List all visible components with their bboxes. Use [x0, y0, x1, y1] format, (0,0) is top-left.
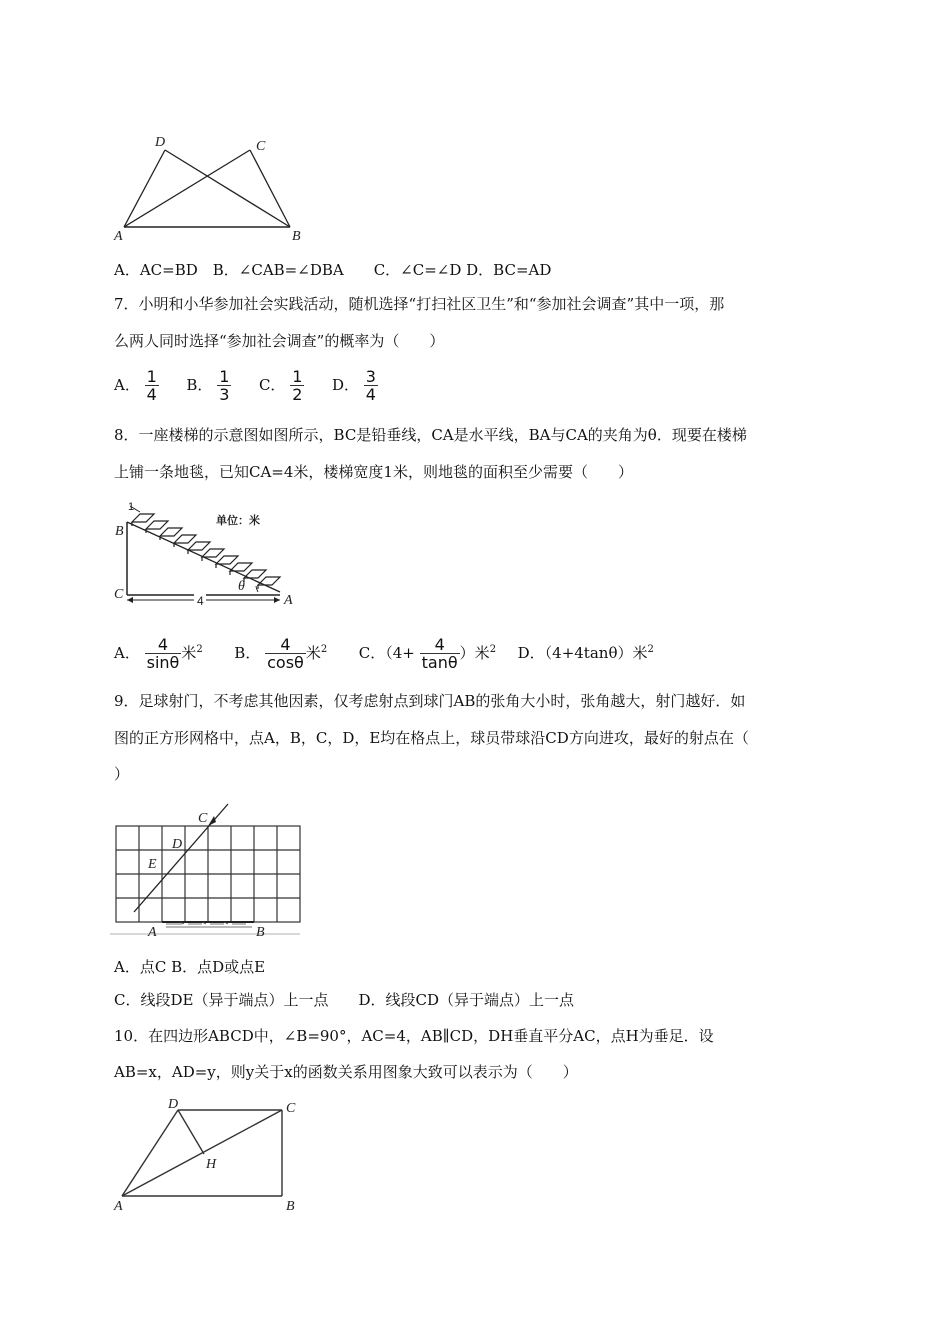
q8-option-c-label: C．（4+ — [358, 644, 415, 662]
q6-figure — [110, 130, 310, 245]
q8-option-b-label: B． — [234, 644, 261, 662]
q10-label-d: D — [168, 1097, 179, 1112]
q10-label-b: B — [286, 1199, 295, 1214]
q7-option-a-label: A． — [114, 376, 140, 394]
q8-option-a-label: A． — [114, 644, 140, 662]
q10-stem-line1: 10．在四边形ABCD中，∠B=90°，AC=4，AB∥CD，DH垂直平分AC，点H为垂足．设 — [114, 1027, 714, 1045]
q8-option-a-exp: 2 — [196, 644, 203, 655]
q9-label-e: E — [148, 857, 157, 872]
q9-stem-line3: ） — [114, 765, 130, 783]
q8-label-c: C — [114, 587, 124, 602]
q9-option-line1: A．点C B．点D或点E — [114, 958, 266, 976]
q9-label-a: A — [148, 925, 157, 940]
q8-stair-figure — [110, 500, 305, 612]
q8-option-c-unit: ）米 — [459, 644, 490, 662]
q7-option-a-fraction: $\frac{1}{4}$ — [146, 366, 157, 404]
q8-option-d: D．（4+4tanθ）米 — [517, 644, 648, 662]
q8-stem-line2: 上铺一条地毯，已知CA=4米，楼梯宽度1米，则地毯的面积至少需要（ ） — [114, 463, 633, 481]
q8-option-b-exp: 2 — [320, 644, 328, 655]
q10-label-c: C — [286, 1101, 296, 1116]
q8-option-c-exp: 2 — [489, 644, 497, 655]
q8-unit-label: 单位：米 — [216, 514, 260, 527]
q8-angle-label: θ — [238, 579, 245, 594]
q6-label-d: D — [155, 135, 166, 150]
q8-width-label: 1 — [128, 501, 135, 513]
q8-option-d-exp: 2 — [647, 644, 654, 655]
q8-option-a-fraction: $\frac{4}{\sin\theta}$ — [146, 634, 180, 672]
q8-option-a-unit: 米 — [181, 644, 197, 662]
q7-option-c-fraction: $\frac{1}{2}$ — [292, 366, 303, 404]
q6-label-a: A — [114, 229, 123, 244]
q7-stem-line2: 么两人同时选择“参加社会调查”的概率为（ ） — [114, 332, 445, 350]
q8-options — [114, 632, 654, 673]
q7-option-c-label: C． — [258, 376, 286, 394]
q10-label-h: H — [206, 1157, 217, 1172]
q8-length-label: 4 — [197, 594, 204, 608]
q7-options — [114, 364, 378, 405]
q8-option-b-unit: 米 — [305, 644, 321, 662]
q6-options: A．AC=BD B．∠CAB=∠DBA C．∠C=∠D D．BC=AD — [114, 261, 552, 279]
q7-stem-line1: 7．小明和小华参加社会实践活动，随机选择“打扫社区卫生”和“参加社会调查”其中一项，那 — [114, 295, 725, 313]
q10-figure — [110, 1096, 310, 1216]
q6-label-b: B — [292, 229, 301, 244]
q7-option-d-label: D． — [331, 376, 359, 394]
q9-label-d: D — [172, 837, 183, 852]
q7-option-d-fraction: $\frac{3}{4}$ — [365, 366, 376, 404]
q7-option-b-label: B． — [186, 376, 213, 394]
q8-option-c-fraction: $\frac{4}{\tan\theta}$ — [421, 634, 458, 672]
q7-option-b-fraction: $\frac{1}{3}$ — [219, 366, 230, 404]
q10-stem-line2: AB=x，AD=y，则y关于x的函数关系用图象大致可以表示为（ ） — [114, 1063, 578, 1081]
q9-grid-figure — [110, 800, 310, 942]
q9-stem-line2: 图的正方形网格中，点A，B，C，D，E均在格点上，球员带球沿CD方向进攻，最好的射点在（ — [114, 729, 749, 747]
q8-label-b: B — [115, 524, 124, 539]
q8-label-a: A — [284, 593, 293, 608]
q9-stem-line1: 9．足球射门，不考虑其他因素，仅考虑射点到球门AB的张角大小时，张角越大，射门越好．如 — [114, 692, 746, 710]
q9-label-b: B — [256, 925, 265, 940]
q10-label-a: A — [114, 1199, 123, 1214]
q6-label-c: C — [256, 139, 266, 154]
q9-label-c: C — [198, 811, 208, 826]
q8-stem-line1: 8．一座楼梯的示意图如图所示，BC是铅垂线，CA是水平线，BA与CA的夹角为θ．现要在楼梯 — [114, 426, 747, 444]
q9-option-line2: C．线段DE（异于端点）上一点 D．线段CD（异于端点）上一点 — [114, 991, 574, 1009]
q8-option-b-fraction: $\frac{4}{\cos\theta}$ — [267, 634, 304, 672]
